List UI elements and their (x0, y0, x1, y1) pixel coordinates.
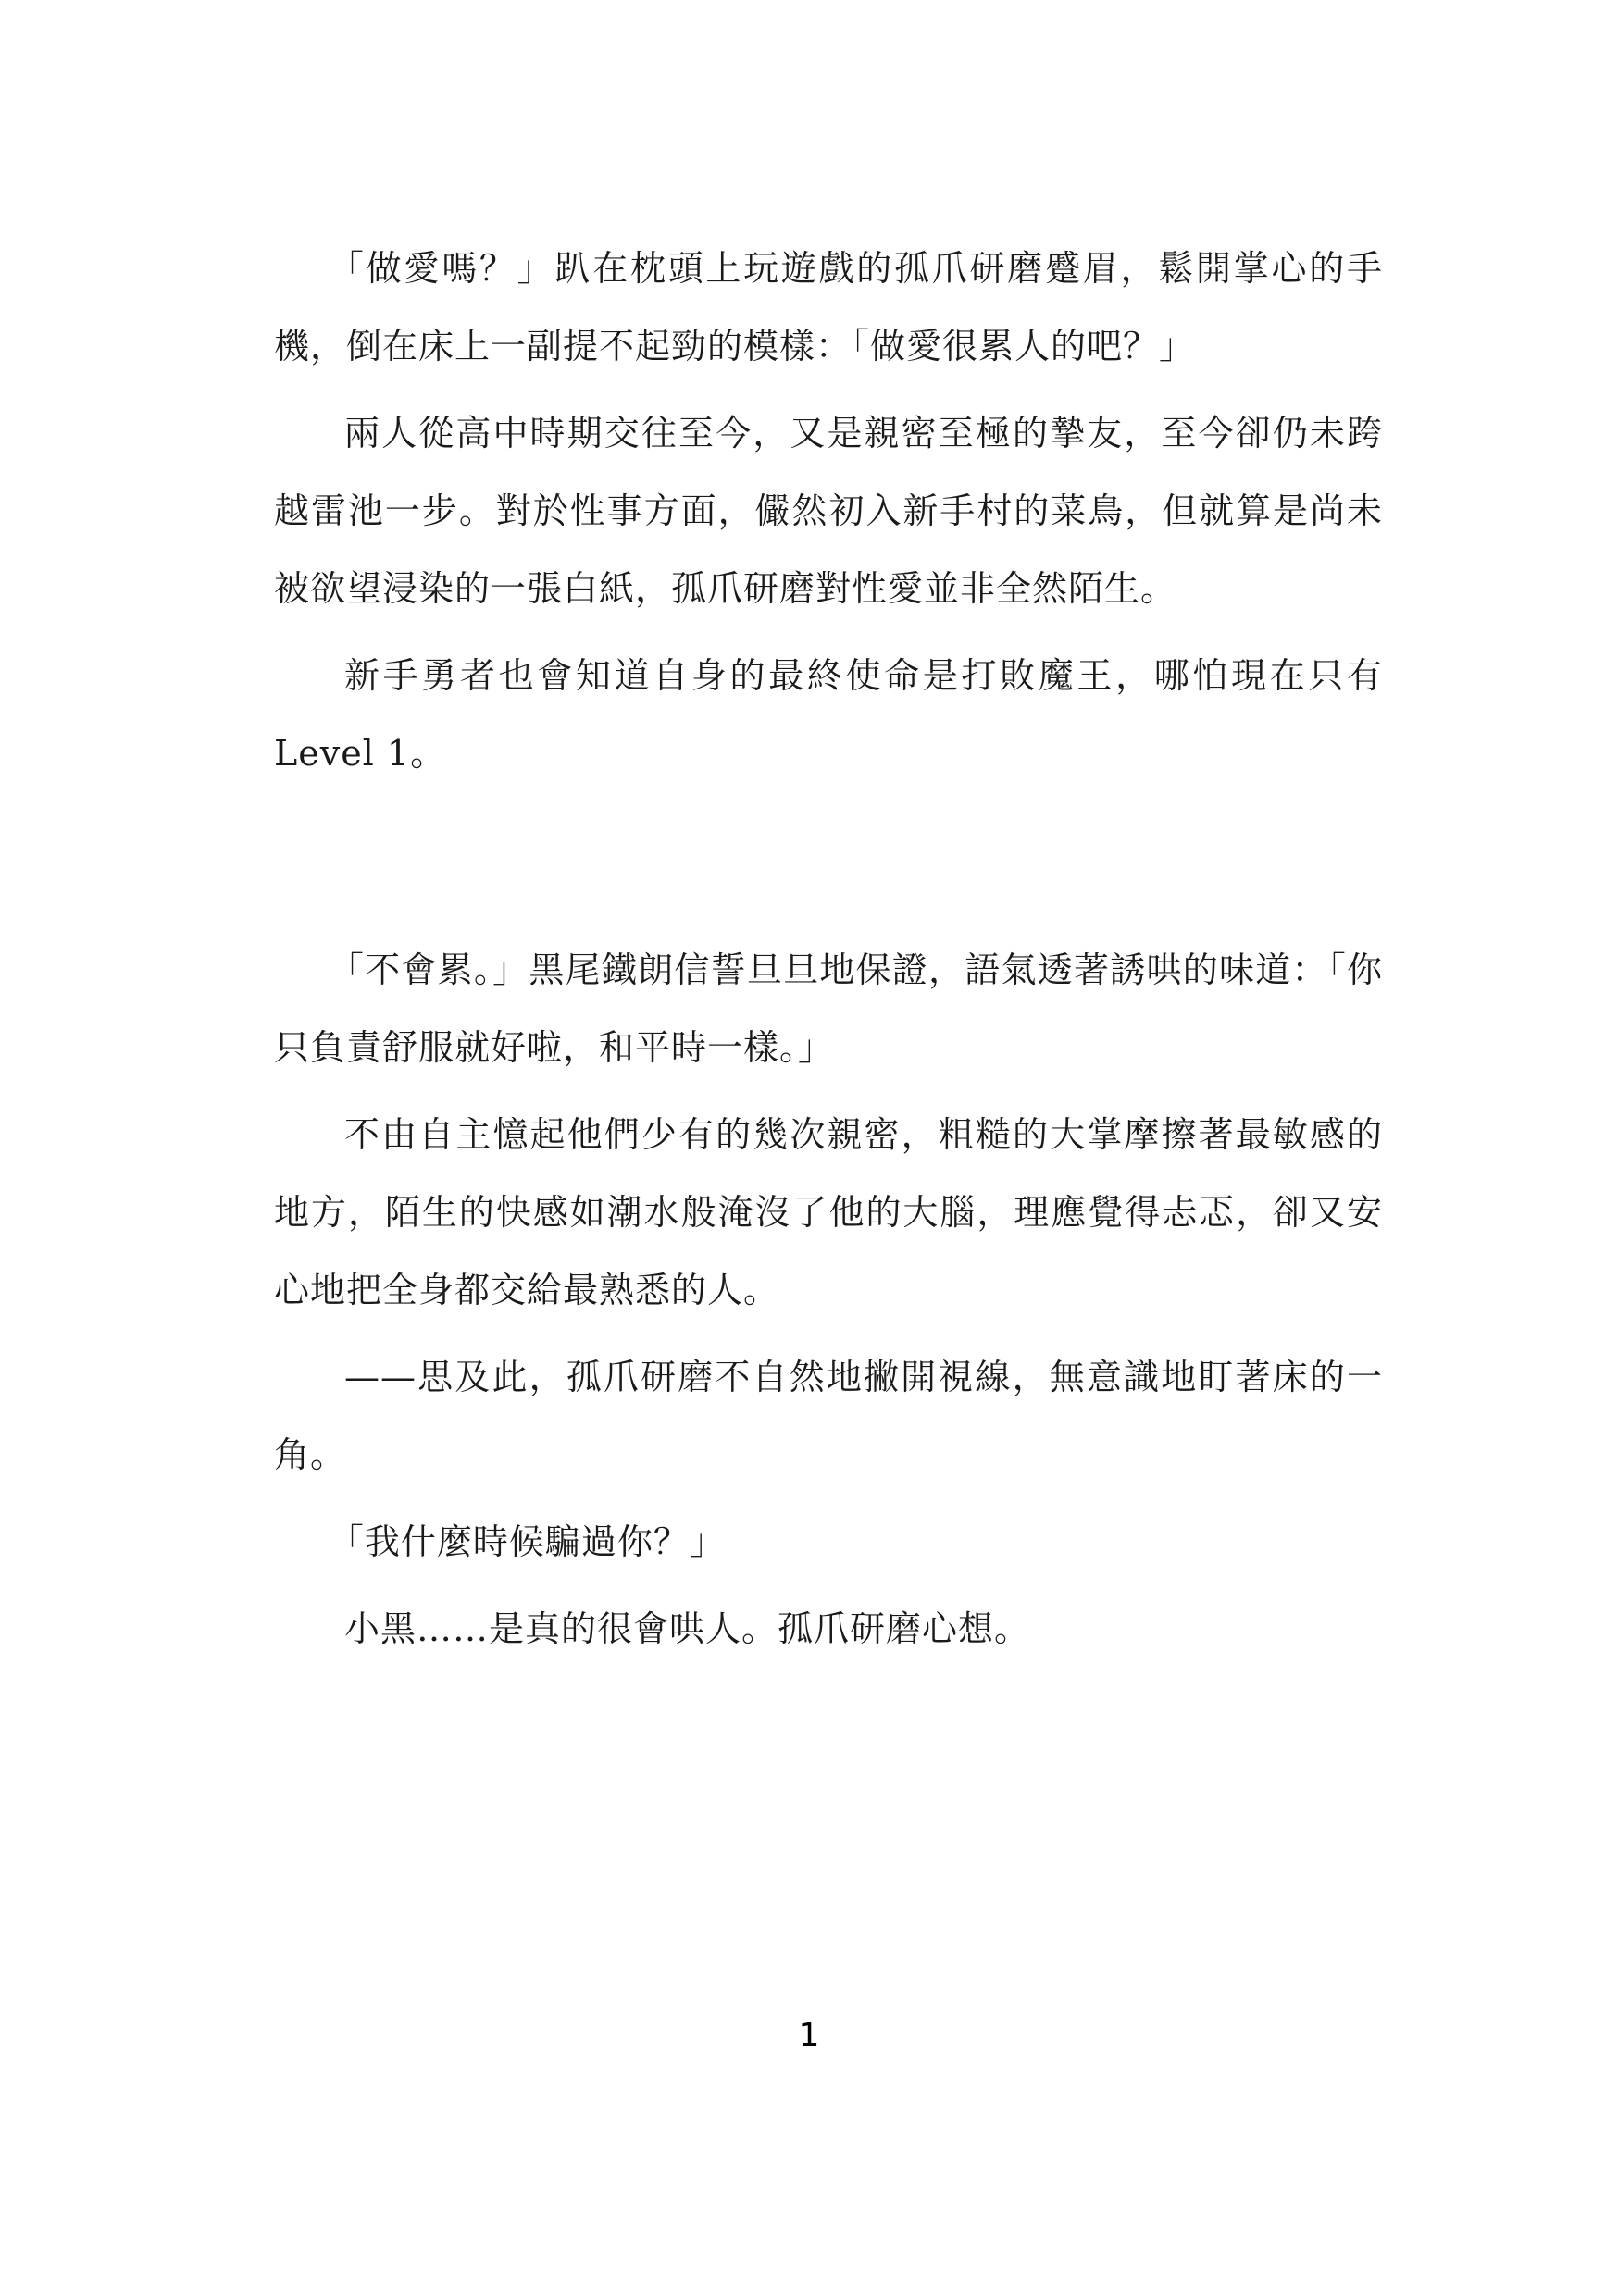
paragraph: 新手勇者也會知道自身的最終使命是打敗魔王，哪怕現在只有Level 1。 (274, 655, 1383, 774)
paragraph: 小黑……是真的很會哄人。孤爪研磨心想。 (344, 1608, 1031, 1649)
paragraph: 不由自主憶起他們少有的幾次親密，粗糙的大掌摩擦著最敏感的地方，陌生的快感如潮水般淹沒了他的大腦，理應覺得忐忑，卻又安心地把全身都交給最熟悉的人。 (274, 1114, 1383, 1310)
paragraph: 「我什麼時候騙過你？」 (328, 1521, 726, 1562)
paragraph: 「做愛嗎？」趴在枕頭上玩遊戲的孤爪研磨蹙眉，鬆開掌心的手機，倒在床上一副提不起勁的模樣：「做愛很累人的吧？」 (274, 248, 1383, 366)
scene-break (274, 792, 1383, 931)
paragraph: 「不會累。」黑尾鐵朗信誓旦旦地保證，語氣透著誘哄的味道：「你只負責舒服就好啦，和平時一樣。」 (274, 949, 1383, 1068)
paragraph: 兩人從高中時期交往至今，又是親密至極的摯友，至今卻仍未跨越雷池一步。對於性事方面，儼然初入新手村的菜鳥，但就算是尚未被欲望浸染的一張白紙，孤爪研磨對性愛並非全然陌生。 (274, 413, 1383, 609)
page-number: 1 (798, 2017, 820, 2054)
paragraph: ——思及此，孤爪研磨不自然地撇開視線，無意識地盯著床的一角。 (274, 1357, 1383, 1475)
page-body (274, 230, 1383, 1668)
